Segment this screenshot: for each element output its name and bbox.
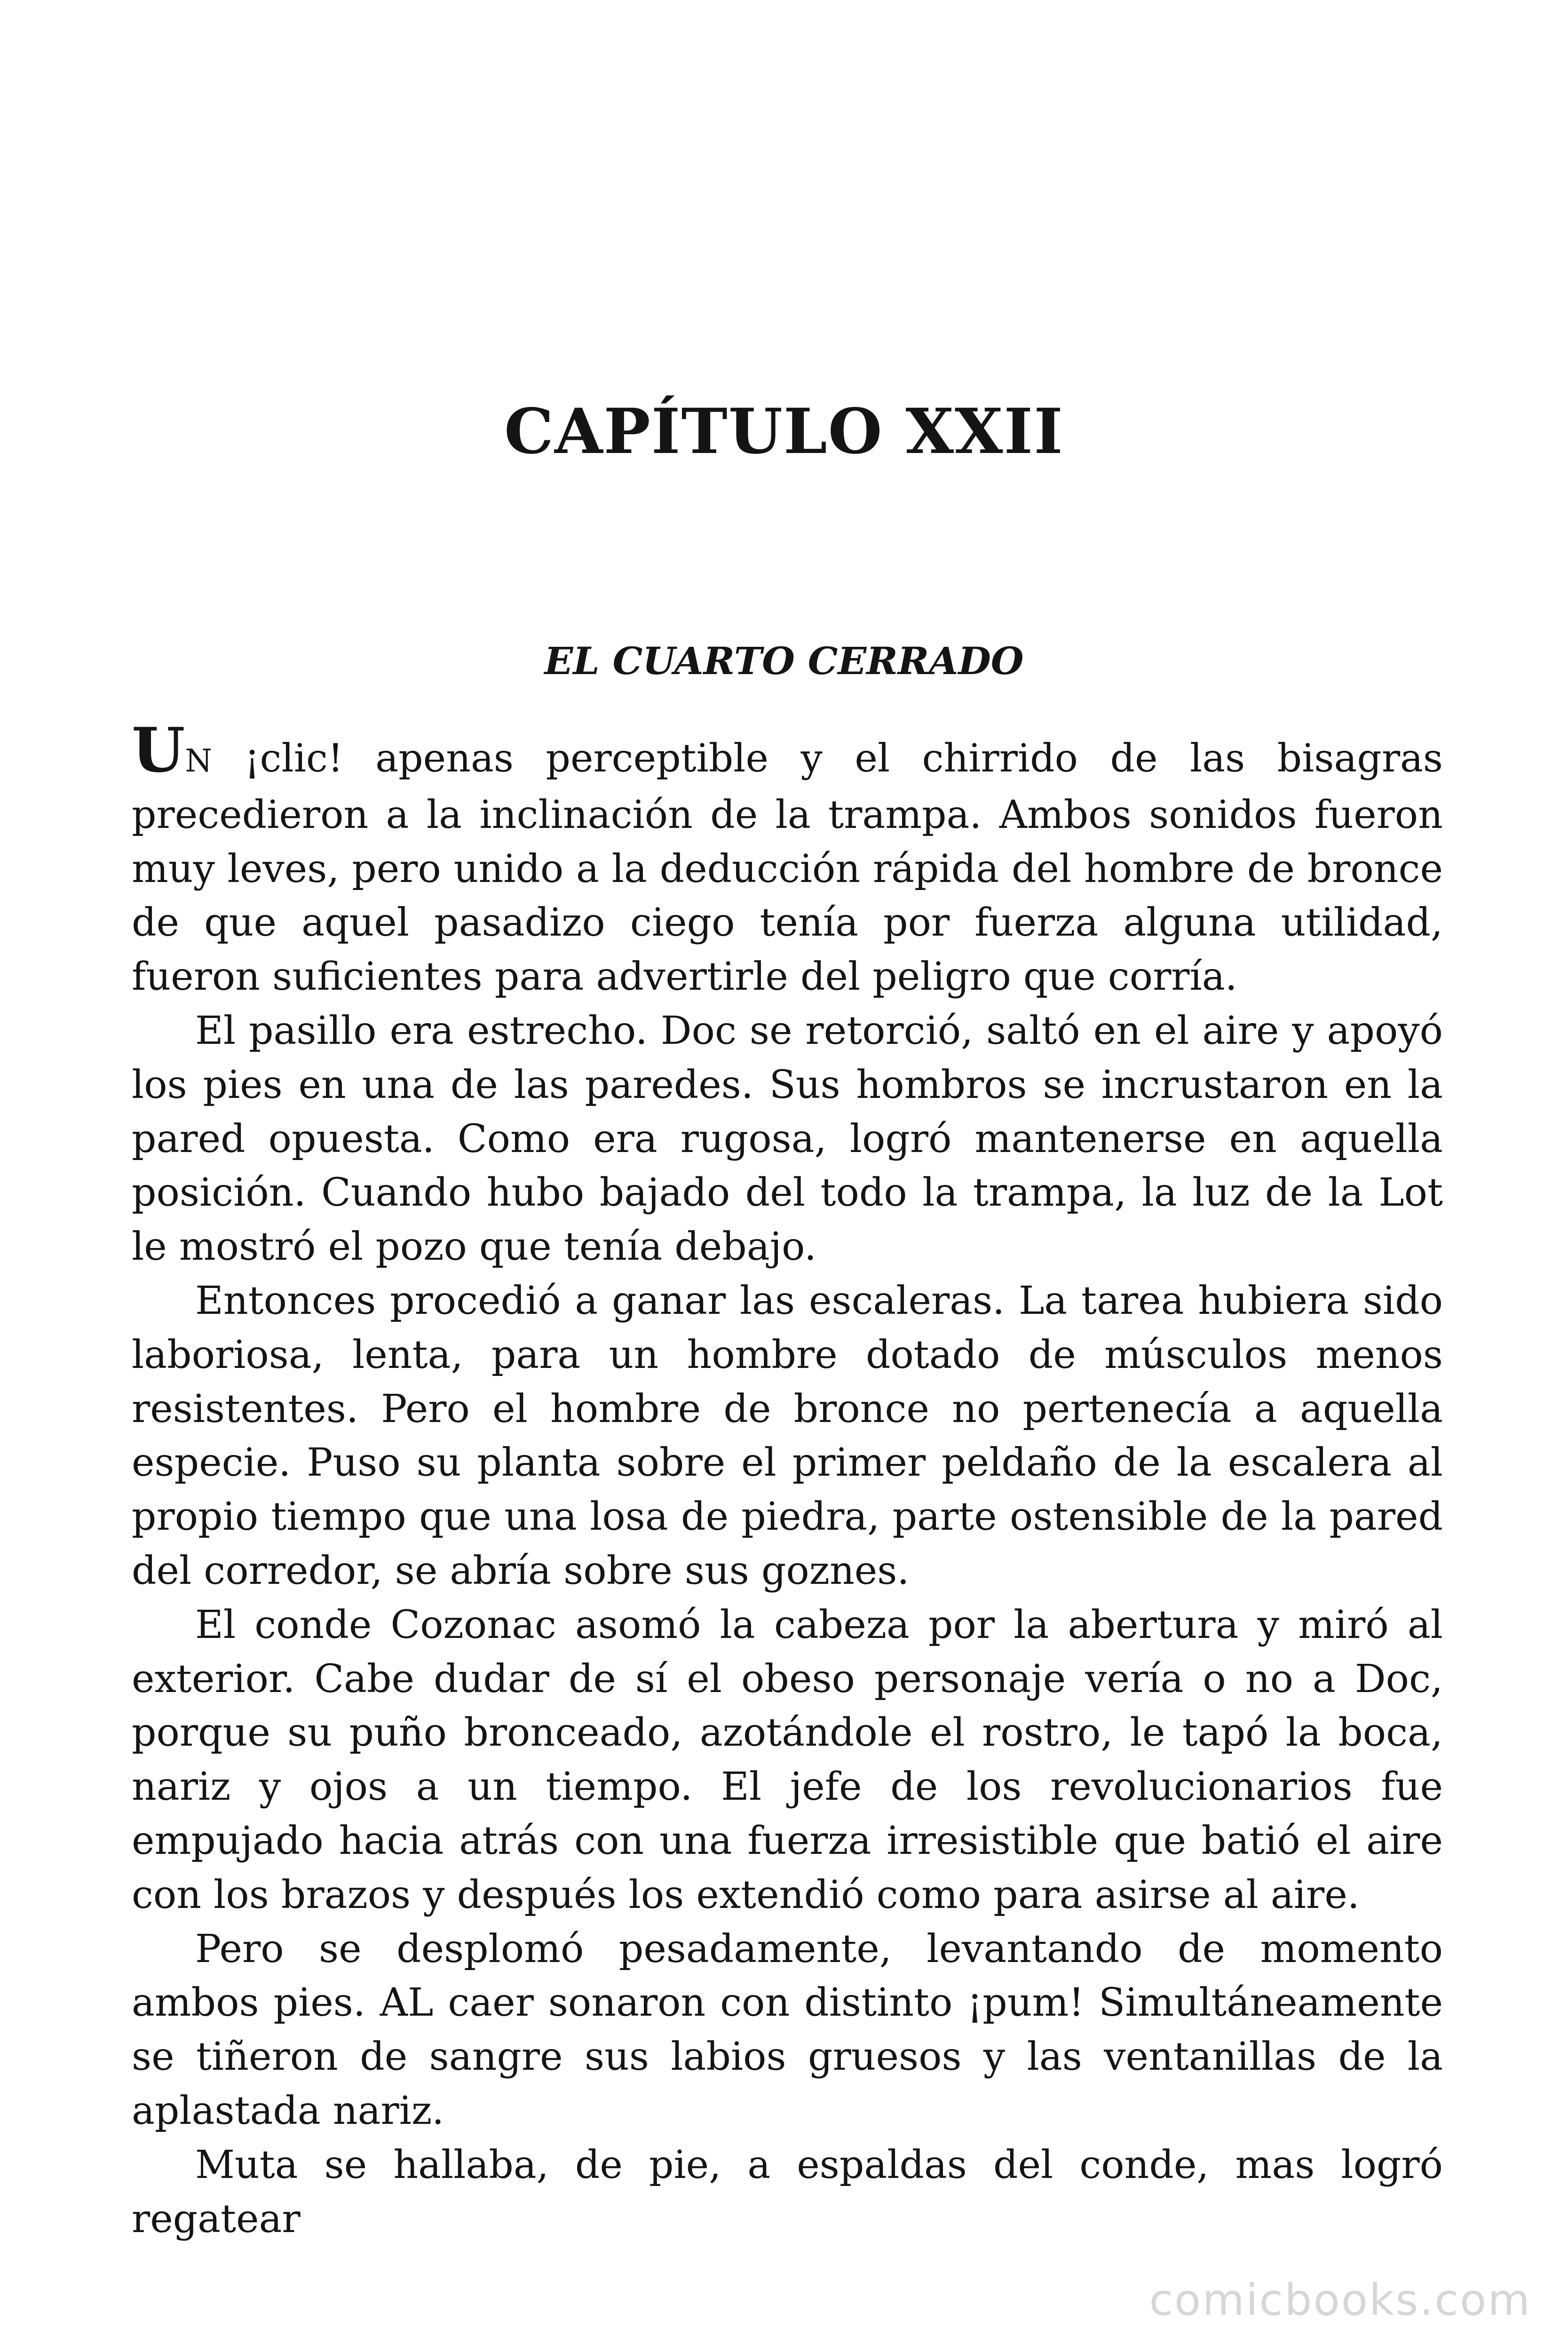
paragraph-6: Muta se hallaba, de pie, a espaldas del conde, mas logró regatear (132, 2142, 1443, 2241)
chapter-body (132, 714, 1443, 2246)
paragraph-2: El pasillo era estrecho. Doc se retorció, saltó en el aire y apoyó los pies en una de las paredes. Sus hombros se incrustaron en la pared opuesta. Como era rugosa, logró mantenerse en aquella posición. Cuando hubo bajado del todo la trampa, la luz de la Lot le mostró el pozo que tenía debajo. (132, 1008, 1443, 1270)
drop-cap: U (132, 714, 185, 786)
chapter-subtitle: EL CUARTO CERRADO (544, 639, 1024, 683)
paragraph-3: Entonces procedió a ganar las escaleras. La tarea hubiera sido laboriosa, lenta, para un hombre dotado de músculos menos resistentes. Pero el hombre de bronce no pertenecía a aquella especie. Puso su planta sobre el primer peldaño de la escalera al propio tiempo que una losa de piedra, parte ostensible de la pared del corredor, se abría sobre sus goznes. (132, 1278, 1443, 1593)
paragraph-1-text: ¡clic! apenas perceptible y el chirrido de las bisagras precedieron a la inclinación de la trampa. Ambos sonidos fueron muy leves, pero unido a la deducción rápida del hombre de bronce de que aquel pasadizo ciego tenía por fuerza alguna utilidad, fueron suficientes para advertirle del peligro que corría. (132, 736, 1443, 1000)
chapter-title: CAPÍTULO XXII (504, 395, 1064, 468)
paragraph-5: Pero se desplomó pesadamente, levantando de momento ambos pies. AL caer sonaron con distinto ¡pum! Simultáneamente se tiñeron de sangre sus labios gruesos y las ventanillas de la aplastada nariz. (132, 1926, 1443, 2133)
site-watermark: comicbooks.com (1149, 2275, 1531, 2325)
paragraph-1 (132, 714, 1443, 1004)
paragraph-4: El conde Cozonac asomó la cabeza por la abertura y miró al exterior. Cabe dudar de sí el obeso personaje vería o no a Doc, porque su puño bronceado, azotándole el rostro, le tapó la boca, nariz y ojos a un tiempo. El jefe de los revolucionarios fue empujado hacia atrás con una fuerza irresistible que batió el aire con los brazos y después los extendió como para asirse al aire. (132, 1602, 1443, 1917)
small-cap: N (185, 743, 213, 779)
